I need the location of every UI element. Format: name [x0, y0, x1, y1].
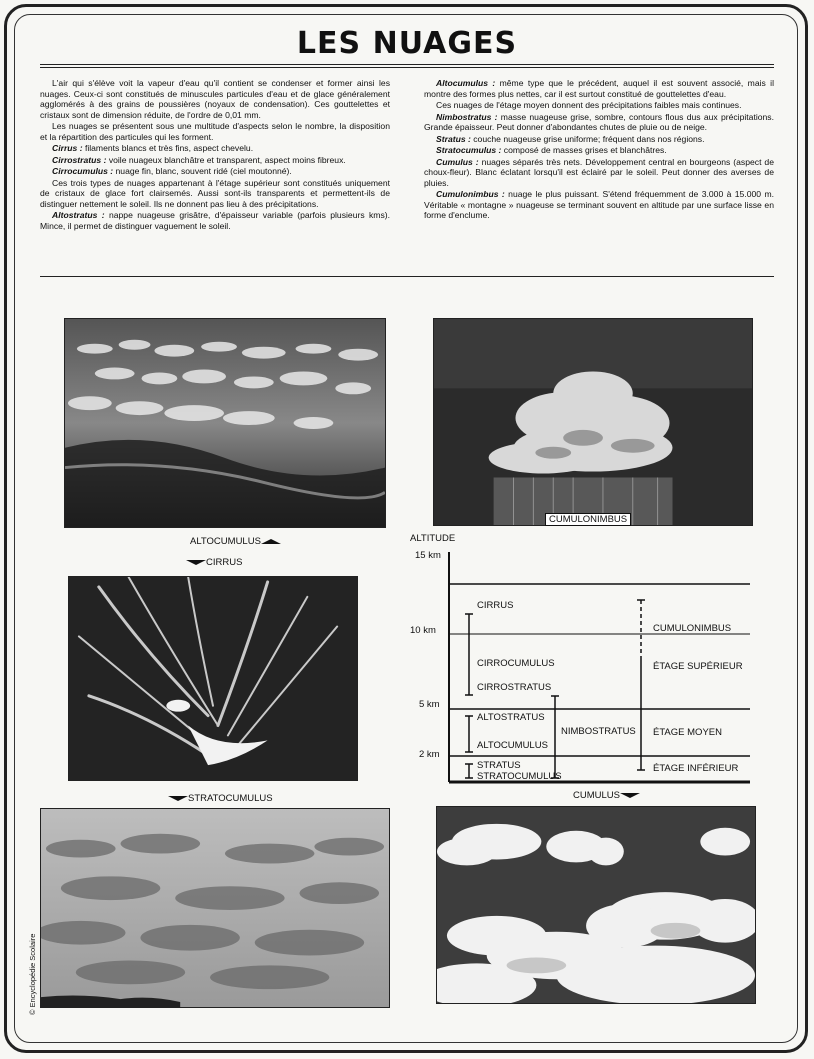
cirrocumulus-definition: Cirrocumulus : nuage fin, blanc, souvent ridé (ciel moutonné).	[52, 166, 292, 176]
label-stratocumulus: STRATOCUMULUS	[477, 771, 562, 782]
label-cirrus: CIRRUS	[477, 600, 514, 611]
cumulonimbus-photo	[433, 318, 753, 526]
cumulonimbus-photo-caption: CUMULONIMBUS	[545, 513, 631, 526]
label-cirrocumulus: CIRROCUMULUS	[477, 658, 555, 669]
intro-paragraph: L'air qui s'élève voit la vapeur d'eau qu'il contient se condenser et former ainsi les nuages. Ceux-ci sont constitués de minuscules particules d'eau et de glace généralement agglomérés à des grains de poussières (noyaux de condensation). Ces gouttelettes et cristaux sont de dimension réduite, de l'ordre de 0,01 mm.	[40, 78, 390, 120]
level-lower: ÉTAGE INFÉRIEUR	[653, 763, 739, 774]
upper-level-note: Ces trois types de nuages appartenant à l'étage supérieur sont constitués uniquement de cristaux de glace fort clairsemés. Aussi sont-ils transparents et permettent-ils de distinguer nettement le soleil. Ils ne donnent pas lieu à des précipitations.	[40, 177, 390, 209]
nimbostratus-definition: Nimbostratus : masse nuageuse grise, sombre, contours flous dus aux précipitations. Grande épaisseur. Peut donner d'abondantes chutes de pluie ou de neige.	[424, 111, 774, 132]
tick-15km: 15 km	[415, 550, 441, 561]
tick-2km: 2 km	[419, 749, 440, 760]
cumulonimbus-definition: Cumulonimbus : nuage le plus puissant. S'étend fréquemment de 3.000 à 15.000 m. Véritable « montagne » nuageuse se terminant souvent en altitude par une surface lisse en forme d'enclume.	[424, 189, 774, 220]
label-cirrostratus: CIRROSTRATUS	[477, 682, 552, 693]
tick-5km: 5 km	[419, 699, 440, 710]
text-separator-rule	[40, 276, 774, 277]
altitude-diagram	[405, 532, 785, 792]
middle-level-note: Ces nuages de l'étage moyen donnent des précipitations faibles mais continues.	[436, 100, 742, 110]
cumulus-definition: Cumulus : nuages séparés très nets. Développement central en bourgeons (aspect de choux-fleur). Blanc éclatant lorsqu'il est éclairé par le soleil. Peut donner des averses de pluies.	[424, 156, 774, 188]
label-nimbostratus: NIMBOSTRATUS	[561, 726, 636, 737]
stratocumulus-photo	[40, 808, 390, 1008]
cumulus-photo	[436, 806, 756, 1004]
altocumulus-definition: Altocumulus : même type que le précédent, auquel il est souvent associé, mais il montre des formes plus nettes, car il est surtout constitué de gouttelettes d'eau.	[424, 78, 774, 99]
triangle-down-icon	[168, 796, 188, 801]
altocumulus-caption: ALTOCUMULUS	[190, 536, 281, 547]
cumulus-caption: CUMULUS	[573, 790, 640, 801]
label-altocumulus: ALTOCUMULUS	[477, 740, 548, 751]
text-column-left	[40, 78, 390, 232]
cirrus-definition: Cirrus : filaments blancs et très fins, aspect chevelu.	[52, 143, 254, 153]
copyright-notice: © Encyclopédie Scolaire	[28, 933, 37, 1015]
tick-10km: 10 km	[410, 625, 436, 636]
triangle-down-icon	[186, 560, 206, 565]
label-cumulonimbus: CUMULONIMBUS	[653, 623, 732, 634]
level-middle: ÉTAGE MOYEN	[653, 727, 722, 738]
stratocumulus-caption: STRATOCUMULUS	[168, 793, 273, 804]
title-rule-top	[40, 64, 774, 65]
label-stratus: STRATUS	[477, 760, 521, 771]
stratocumulus-definition: Stratocumulus : composé de masses grises et blanchâtres.	[436, 145, 667, 155]
altostratus-definition: Altostratus : nappe nuageuse grisâtre, d'épaisseur variable (parfois plusieurs kms). Mince, il permet de distinguer vaguement le soleil.	[40, 210, 390, 231]
page-title: LES NUAGES	[296, 26, 518, 61]
cirrostratus-definition: Cirrostratus : voile nuageux blanchâtre et transparent, aspect moins fibreux.	[52, 154, 346, 165]
cirrus-photo	[68, 576, 358, 781]
stratus-definition: Stratus : couche nuageuse grise uniforme; fréquent dans nos régions.	[436, 133, 705, 144]
cirrus-caption: CIRRUS	[186, 557, 242, 568]
level-upper: ÉTAGE SUPÉRIEUR	[653, 661, 743, 672]
title-rule-bottom	[40, 67, 774, 68]
label-altostratus: ALTOSTRATUS	[477, 712, 545, 723]
altocumulus-photo	[64, 318, 386, 528]
triangle-up-icon	[261, 539, 281, 544]
text-column-right	[424, 78, 774, 222]
diagram-axis-title: ALTITUDE	[410, 533, 456, 544]
triangle-down-icon	[620, 793, 640, 798]
intro-paragraph-2: Les nuages se présentent sous une multitude d'aspects selon le nombre, la disposition et la répartition des particules qui les forment.	[40, 121, 390, 142]
